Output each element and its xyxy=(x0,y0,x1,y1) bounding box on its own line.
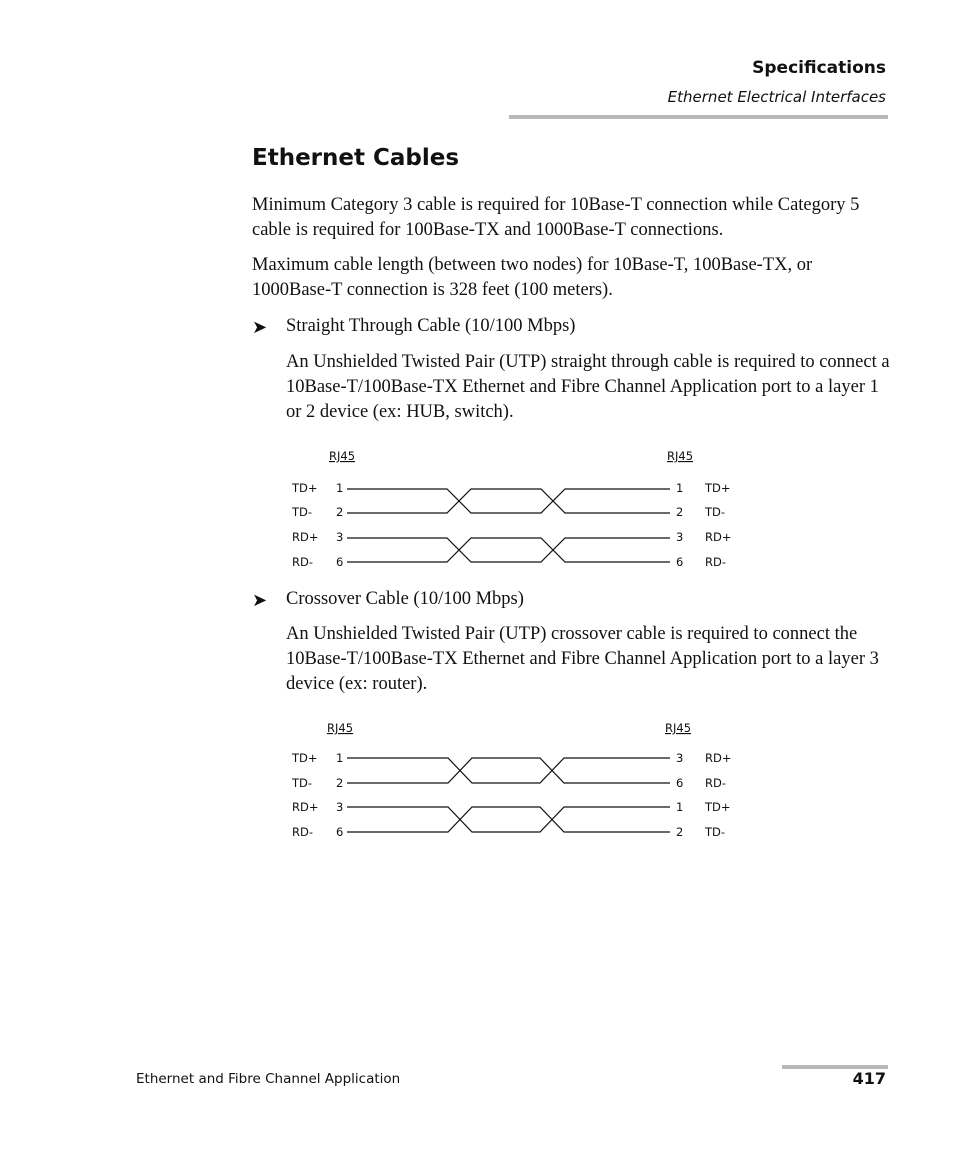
left-connector-label: RJ45 xyxy=(327,721,354,735)
right-pin-number: 6 xyxy=(676,555,684,569)
right-signal-label: TD+ xyxy=(705,481,731,495)
straight-through-wiring-diagram xyxy=(280,440,750,575)
right-pin-number: 2 xyxy=(676,505,684,519)
straight-through-description: An Unshielded Twisted Pair (UTP) straight through cable is required to connect a 10Base-T/100Base-TX Ethernet and Fibre Channel Application port to a layer 1 or 2 device (ex: HUB, switch). xyxy=(286,352,890,422)
wire-pin1 xyxy=(347,489,670,513)
left-signal-label: RD- xyxy=(292,555,313,569)
wire-pin1 xyxy=(347,758,670,783)
wire-pin6 xyxy=(347,538,670,562)
left-signal-label: TD+ xyxy=(292,751,318,765)
page-number: 417 xyxy=(852,1069,886,1088)
crossover-description: An Unshielded Twisted Pair (UTP) crossover cable is required to connect the 10Base-T/100Base-TX Ethernet and Fibre Channel Application port to a layer 3 device (ex: router). xyxy=(286,624,879,694)
wire-pin3 xyxy=(347,807,670,832)
left-signal-label: TD- xyxy=(292,776,313,790)
wire-pin2 xyxy=(347,758,670,783)
left-connector-label: RJ45 xyxy=(329,449,356,463)
paragraph-cable-length: Maximum cable length (between two nodes) for 10Base-T, 100Base-TX, or 1000Base-T connection is 328 feet (100 meters). xyxy=(252,255,813,300)
wire-pin3 xyxy=(347,538,670,562)
footer-document-title: Ethernet and Fibre Channel Application xyxy=(136,1071,401,1087)
right-pin-number: 3 xyxy=(676,751,684,765)
left-signal-label: TD- xyxy=(292,505,313,519)
right-pin-number: 3 xyxy=(676,530,684,544)
left-signal-label: RD+ xyxy=(292,800,319,814)
running-header-section: Specifications xyxy=(752,58,886,78)
left-signal-label: RD- xyxy=(292,825,313,839)
header-rule xyxy=(509,115,888,119)
right-signal-label: RD+ xyxy=(705,751,732,765)
left-signal-label: RD+ xyxy=(292,530,319,544)
right-signal-label: RD- xyxy=(705,555,726,569)
left-pin-number: 3 xyxy=(336,800,344,814)
bullet-arrow-icon: ➤ xyxy=(252,590,268,610)
paragraph-category-requirements: Minimum Category 3 cable is required for 10Base-T connection while Category 5 cable is required for 100Base-TX and 1000Base-T connections. xyxy=(252,195,860,240)
left-pin-number: 2 xyxy=(336,776,344,790)
straight-through-heading: Straight Through Cable (10/100 Mbps) xyxy=(286,316,576,336)
right-signal-label: TD+ xyxy=(705,800,731,814)
right-connector-label: RJ45 xyxy=(667,449,694,463)
right-signal-label: TD- xyxy=(705,505,726,519)
crossover-wiring-diagram xyxy=(280,712,750,847)
wire-pin2 xyxy=(347,489,670,513)
left-pin-number: 1 xyxy=(336,751,344,765)
right-pin-number: 1 xyxy=(676,800,684,814)
left-signal-label: TD+ xyxy=(292,481,318,495)
left-pin-number: 2 xyxy=(336,505,344,519)
right-connector-label: RJ45 xyxy=(665,721,692,735)
right-signal-label: RD- xyxy=(705,776,726,790)
bullet-arrow-icon: ➤ xyxy=(252,317,268,337)
wire-pin6 xyxy=(347,807,670,832)
left-pin-number: 6 xyxy=(336,555,344,569)
right-signal-label: RD+ xyxy=(705,530,732,544)
right-signal-label: TD- xyxy=(705,825,726,839)
right-pin-number: 1 xyxy=(676,481,684,495)
left-pin-number: 3 xyxy=(336,530,344,544)
left-pin-number: 6 xyxy=(336,825,344,839)
left-pin-number: 1 xyxy=(336,481,344,495)
right-pin-number: 6 xyxy=(676,776,684,790)
running-header-subsection: Ethernet Electrical Interfaces xyxy=(667,88,886,106)
right-pin-number: 2 xyxy=(676,825,684,839)
crossover-heading: Crossover Cable (10/100 Mbps) xyxy=(286,589,524,609)
page-title: Ethernet Cables xyxy=(252,145,460,171)
